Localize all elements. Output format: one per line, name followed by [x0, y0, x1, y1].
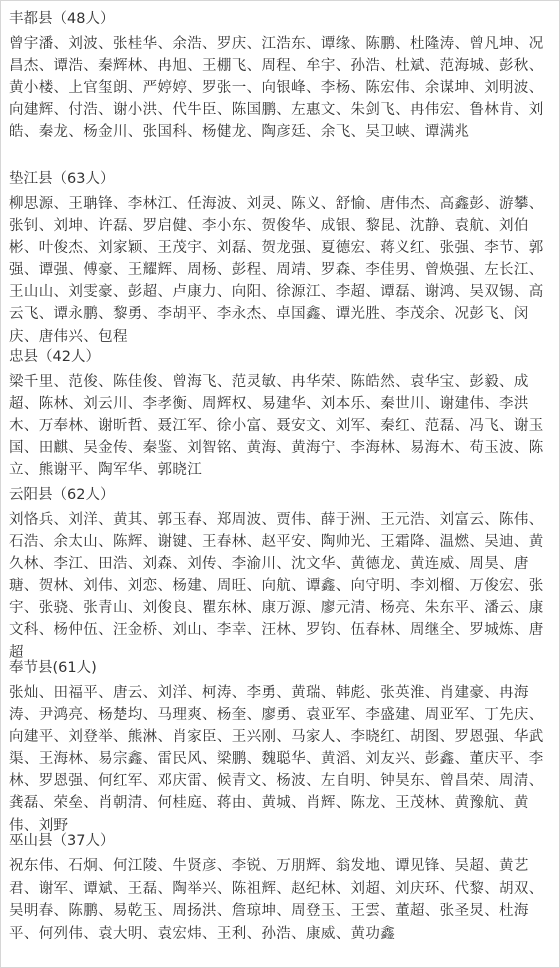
- county-name-list: 刘恪兵、刘洋、黄其、郭玉春、郑周波、贾伟、薛于洲、王元浩、刘富云、陈伟、石浩、余太山、陈辉、谢键、王春林、赵平安、陶帅光、王霜降、温燃、吴迪、黄久林、李江、田浩、刘森、刘传、李渝川、沈文华、黄德龙、黄连威、周昊、唐瑭、贺林、刘伟、刘恋、杨建、周旺、向航、谭鑫、向守明、李刘榴、万俊宏、张宇、张骁、张青山、刘俊良、瞿东林、康万源、廖元清、杨亮、朱东平、潘云、康文科、杨仲伍、汪金桥、刘山、李幸、汪林、罗钧、伍春林、周继全、罗城炼、唐超: [9, 512, 544, 661]
- county-section-fengjie: [9, 656, 553, 837]
- county-heading: 云阳县（62人）: [9, 487, 115, 503]
- county-section-zhongxian: [9, 345, 553, 481]
- county-heading: 奉节县(61人): [9, 660, 97, 676]
- county-heading: 丰都县（48人）: [9, 11, 115, 27]
- county-name-list: 柳思源、王聃锋、李林江、任海波、刘灵、陈义、舒愉、唐伟杰、高鑫彭、游攀、张钊、刘坤、许磊、罗启健、李小东、贺俊华、成银、黎昆、沈静、袁航、刘伯彬、叶俊杰、刘家颖、王茂宇、刘磊、贺龙强、夏德宏、蒋义红、张强、李节、郭强、谭强、傅豪、王耀辉、周杨、彭程、周靖、罗森、李佳男、曾焕强、左长江、王山山、刘雯豪、彭超、卢康力、向阳、徐源江、李超、谭磊、谢鸿、吴双锡、高云飞、谭永鹏、黎勇、李胡平、李永杰、卓国鑫、谭光胜、李茂余、况彭飞、闵庆、唐伟兴、包程: [9, 196, 544, 345]
- county-heading: 垫江县（63人）: [9, 171, 115, 187]
- county-name-list: 曾宇潘、刘波、张桂华、余浩、罗庆、江浩东、谭缘、陈鹏、杜隆涛、曾凡坤、况昌杰、谭浩、秦辉林、冉旭、王棚飞、周程、牟宇、孙浩、杜斌、范海城、彭秋、黄小楼、上官玺朗、严婷婷、罗张一、向银峰、李杨、陈宏伟、余谋坤、刘明波、向建辉、付浩、谢小洪、代牛臣、陈国鹏、左惠文、朱剑飞、冉伟宏、鲁林肯、刘皓、秦龙、杨金川、张国科、杨健龙、陶彦廷、余飞、吴卫峡、谭满兆: [9, 36, 544, 141]
- county-name-list: 张灿、田福平、唐云、刘洋、柯涛、李勇、黄瑞、韩彪、张英淮、肖建豪、冉海涛、尹鸿亮、杨楚均、马理爽、杨奎、廖勇、袁亚军、李盛建、周亚军、丁先庆、向建平、刘登举、熊淋、肖家臣、王兴刚、马家人、李晓红、胡图、罗恩强、华武渠、王海林、易宗鑫、雷民风、梁鹏、魏聪华、黄滔、刘友兴、彭鑫、董庆平、李林、罗恩强、何红军、邓庆雷、候青文、杨波、左自明、钟昊东、曾昌荣、周清、龚磊、荣垒、肖朝清、何桂庭、蒋由、黄城、肖辉、陈龙、王茂林、黄豫航、黄伟、刘野: [9, 685, 544, 834]
- county-section-dianjiang: [9, 167, 553, 348]
- county-name-list: 梁千里、范俊、陈佳俊、曾海飞、范灵敏、冉华荣、陈皓然、袁华宝、彭毅、成超、陈林、刘云川、李孝衡、周辉权、易建华、刘本乐、秦世川、谢建伟、李洪木、万奉林、谢昕哲、聂江军、徐小富、聂安文、刘军、秦红、范磊、冯飞、谢玉国、田麒、吴金传、秦鉴、刘智铭、黄海、黄海宁、李海林、易海木、苟玉波、陈立、熊谢平、陶军华、郭晓江: [9, 374, 544, 479]
- county-section-wushan: [9, 829, 553, 945]
- county-section-fengdu: [9, 7, 553, 143]
- county-heading: 忠县（42人）: [9, 349, 100, 365]
- county-heading: 巫山县（37人）: [9, 833, 115, 849]
- county-name-list: 祝东伟、石炯、何江陵、牛贤彦、李锐、万朋辉、翁发地、谭见锋、吴超、黄艺君、谢军、谭斌、王磊、陶举兴、陈祖辉、赵纪林、刘超、刘庆环、代黎、胡双、吴明春、陈鹏、易乾玉、周扬洪、詹琼坤、周登玉、王雲、董超、张圣炅、杜海平、何列伟、袁大明、袁宏炜、王利、孙浩、康威、黄功鑫: [9, 858, 544, 942]
- county-section-yunyang: [9, 483, 553, 664]
